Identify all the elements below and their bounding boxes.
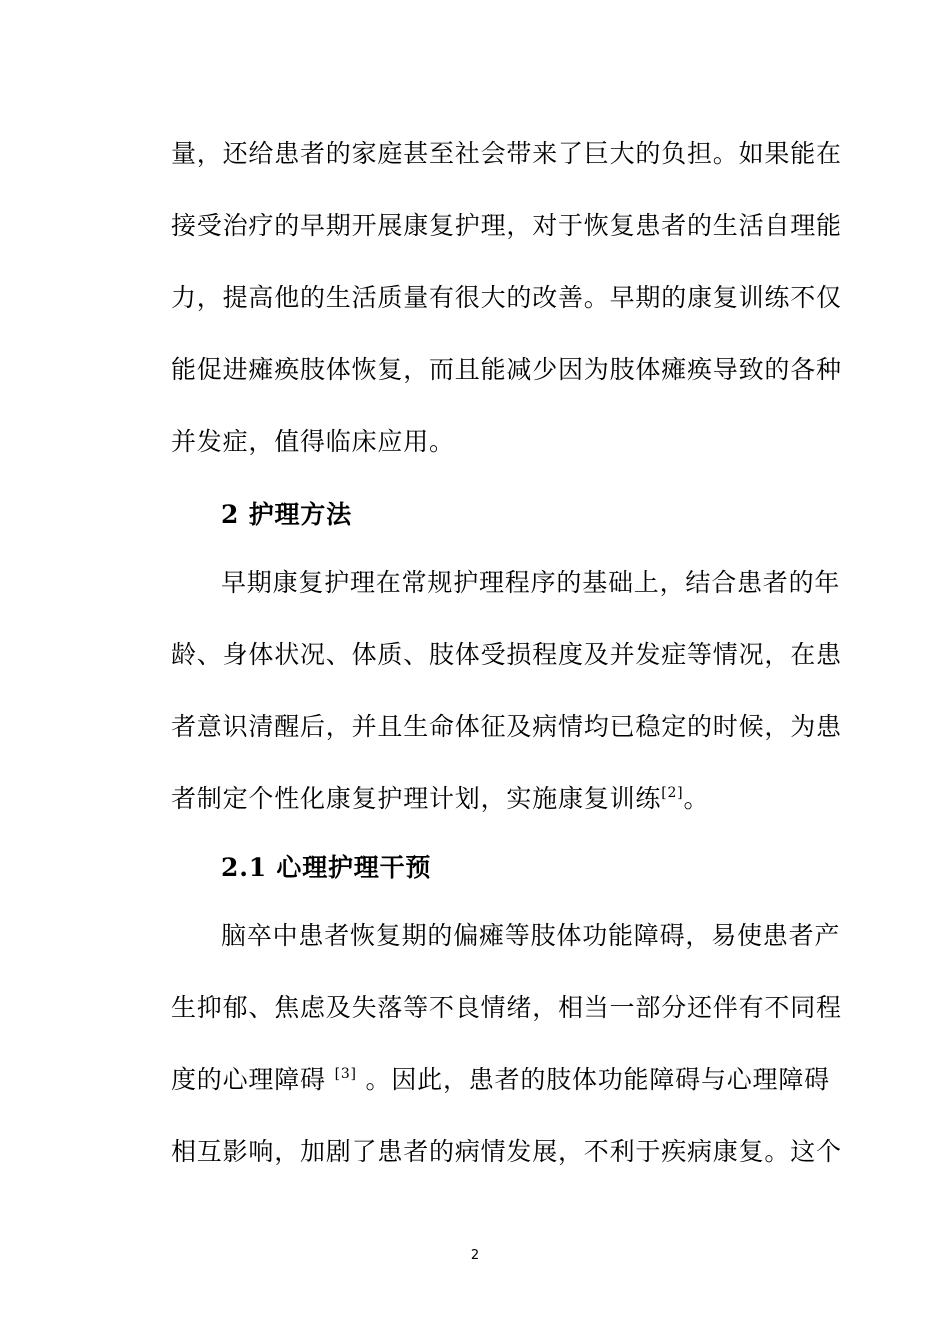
section-heading-2: 2 护理方法	[221, 500, 352, 529]
paragraph-line: 力，提高他的生活质量有很大的改善。早期的康复训练不仅	[171, 283, 842, 312]
citation-ref-2[interactable]: [2]	[661, 785, 684, 801]
paragraph-line	[171, 1065, 830, 1095]
paragraph-line: 量，还给患者的家庭甚至社会带来了巨大的负担。如果能在	[171, 139, 842, 168]
paragraph-line: 龄、身体状况、体质、肢体受损程度及并发症等情况，在患	[171, 640, 842, 669]
paragraph-line: 脑卒中患者恢复期的偏瘫等肢体功能障碍，易使患者产	[221, 921, 841, 950]
page-number: 2	[470, 1248, 480, 1263]
paragraph-line	[171, 784, 709, 814]
line-text: 者制定个性化康复护理计划，实施康复训练	[171, 784, 662, 813]
line-end: 。	[683, 784, 710, 813]
paragraph-line: 接受治疗的早期开展康复护理，对于恢复患者的生活自理能	[171, 211, 842, 240]
paragraph-line: 相互影响，加剧了患者的病情发展，不利于疾病康复。这个	[171, 1137, 842, 1166]
line-text: 度的心理障碍	[171, 1065, 326, 1094]
paragraph-line: 能促进瘫痪肢体恢复，而且能减少因为肢体瘫痪导致的各种	[171, 355, 842, 384]
paragraph-line: 生抑郁、焦虑及失落等不良情绪，相当一部分还伴有不同程	[171, 993, 842, 1022]
citation-ref-3[interactable]: [3]	[334, 1066, 357, 1082]
section-heading-2-1: 2.1 心理护理干预	[221, 853, 432, 882]
paragraph-line: 并发症，值得临床应用。	[171, 427, 455, 456]
line-text: 。因此，患者的肢体功能障碍与心理障碍	[365, 1065, 830, 1094]
paragraph-line: 早期康复护理在常规护理程序的基础上，结合患者的年	[221, 568, 841, 597]
paragraph-line: 者意识清醒后，并且生命体征及病情均已稳定的时候，为患	[171, 712, 842, 741]
